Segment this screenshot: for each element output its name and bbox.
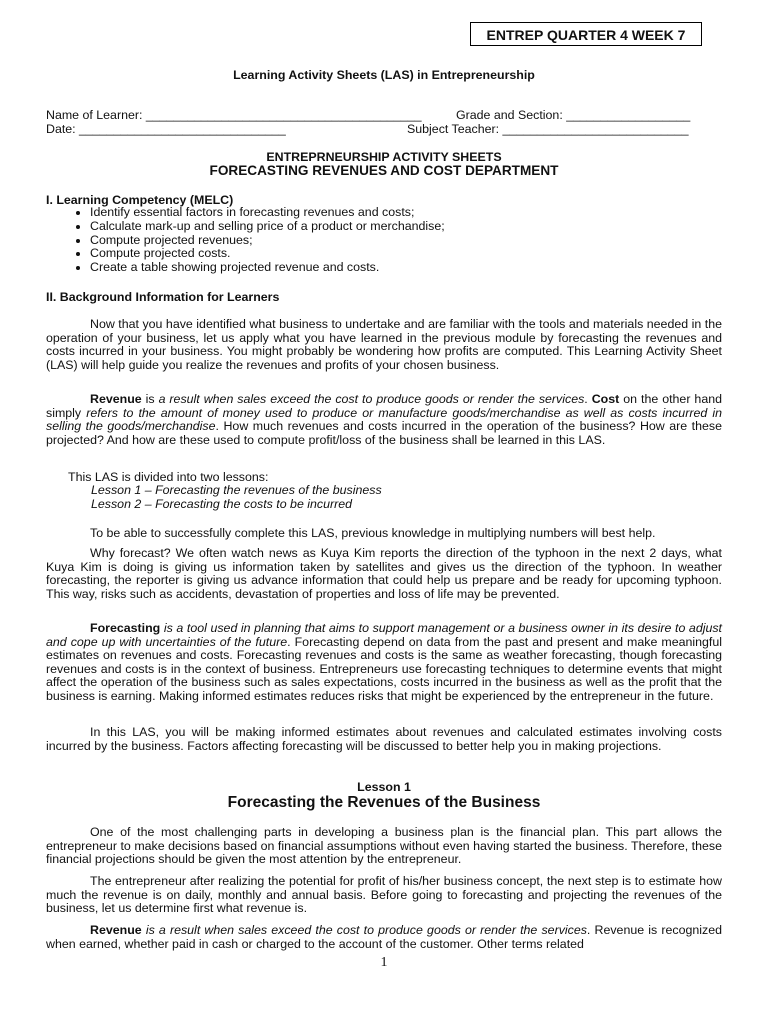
paragraph: Revenue is a result when sales exceed the cost to produce goods or render the services. Revenue is recognized when earned, whether paid in cash or charged to the account of the customer. Other terms related — [46, 923, 722, 951]
learner-name-field: Name of Learner: ________________________________________ — [46, 108, 422, 122]
list-item: • Compute projected costs. — [90, 247, 445, 261]
paragraph: Forecasting is a tool used in planning that aims to support management or a business owner in its desire to adjust and cope up with uncertainties of the future. Forecasting depend on data from the past and present and make meaningful estimates on revenues and costs. Forecasting revenues and costs is the same as weather forecasting, though forecasting revenues and costs is in the context of business. Entrepreneurs use forecasting techniques to determine events that might affect the operation of the business such as sales expectations, costs incurred in the business as well as the profit that the business is earning. Making informed estimates reduces risks that might be experienced by the entrepreneur in the future. — [46, 621, 723, 703]
list-item: Lesson 2 – Forecasting the costs to be incurred — [91, 496, 353, 511]
paragraph: The entrepreneur after realizing the potential for profit of his/her business concept, the next step is to estimate how much the revenue is on daily, monthly and annual basis. Before going to forecasting and projecting the revenues of the business, let us determine first what revenue is. — [46, 874, 722, 916]
paragraph: Why forecast? We often watch news as Kuya Kim reports the direction of the typhoon in the next 2 days, what Kuya Kim is doing is giving us information taken by satellites and gives us the direction of the typhoon. In weather forecasting, the reporter is giving us advance information that could help us prepare and be ready for upcoming typhoon. This way, risks such as accidents, devastation of properties and loss of life may be prevented. — [46, 546, 722, 601]
document-title: Learning Activity Sheets (LAS) in Entrepreneurship — [233, 68, 535, 82]
lessons-intro: This LAS is divided into two lessons: — [68, 470, 269, 484]
background-heading: II. Background Information for Learners — [46, 290, 280, 304]
list-item: • Create a table showing projected revenue and costs. — [90, 261, 445, 275]
list-item: Lesson 1 – Forecasting the revenues of the business — [91, 483, 382, 497]
subject-teacher-field: Subject Teacher: ___________________________ — [407, 122, 689, 136]
paragraph: Now that you have identified what business to undertake and are familiar with the tools and materials needed in the operation of your business, let us apply what you have learned in the previous module by forecasting the revenues and costs incurred in your business. You might probably be wondering how profits are computed. This Learning Activity Sheet (LAS) will help guide you realize the revenues and profits of your chosen business. — [46, 317, 722, 372]
lesson-label: Lesson 1 — [357, 780, 411, 794]
grade-section-field: Grade and Section: __________________ — [456, 108, 691, 122]
list-item: • Compute projected revenues; — [90, 234, 445, 248]
paragraph: In this LAS, you will be making informed estimates about revenues and calculated estimates involving costs incurred by the business. Factors affecting forecasting will be discussed to better help you in making projections. — [46, 725, 722, 753]
list-item: • Calculate mark-up and selling price of a product or merchandise; — [90, 220, 445, 234]
lesson-title: Forecasting the Revenues of the Business — [227, 794, 541, 811]
paragraph: Revenue is a result when sales exceed the cost to produce goods or render the services. Cost on the other hand simply refers to the amount of money used to produce or manufacture goods/merchandise as well as costs incurred in selling the goods/merchandise. How much revenues and costs incurred in the operation of the business? How are these projected? And how are these used to compute profit/loss of the business shall be learned in this LAS. — [46, 392, 722, 447]
lesson-list — [91, 484, 382, 511]
sheet-title: FORECASTING REVENUES AND COST DEPARTMENT — [209, 163, 559, 178]
list-item: • Identify essential factors in forecasting revenues and costs; — [90, 206, 445, 220]
competency-list — [46, 206, 445, 275]
date-field: Date: ______________________________ — [46, 122, 286, 136]
sheet-subtitle: ENTREPRNEURSHIP ACTIVITY SHEETS — [266, 150, 502, 164]
page-number: 1 — [380, 955, 388, 970]
competency-heading: I. Learning Competency (MELC) — [46, 193, 234, 207]
paragraph: One of the most challenging parts in developing a business plan is the financial plan. This part allows the entrepreneur to make decisions based on financial assumptions without even having started the business. Therefore, these financial projections should be given the most attention by the entrepreneur. — [46, 825, 722, 867]
paragraph: To be able to successfully complete this LAS, previous knowledge in multiplying numbers will best help. — [90, 526, 656, 540]
quarter-week-tag: ENTREP QUARTER 4 WEEK 7 — [470, 22, 702, 46]
